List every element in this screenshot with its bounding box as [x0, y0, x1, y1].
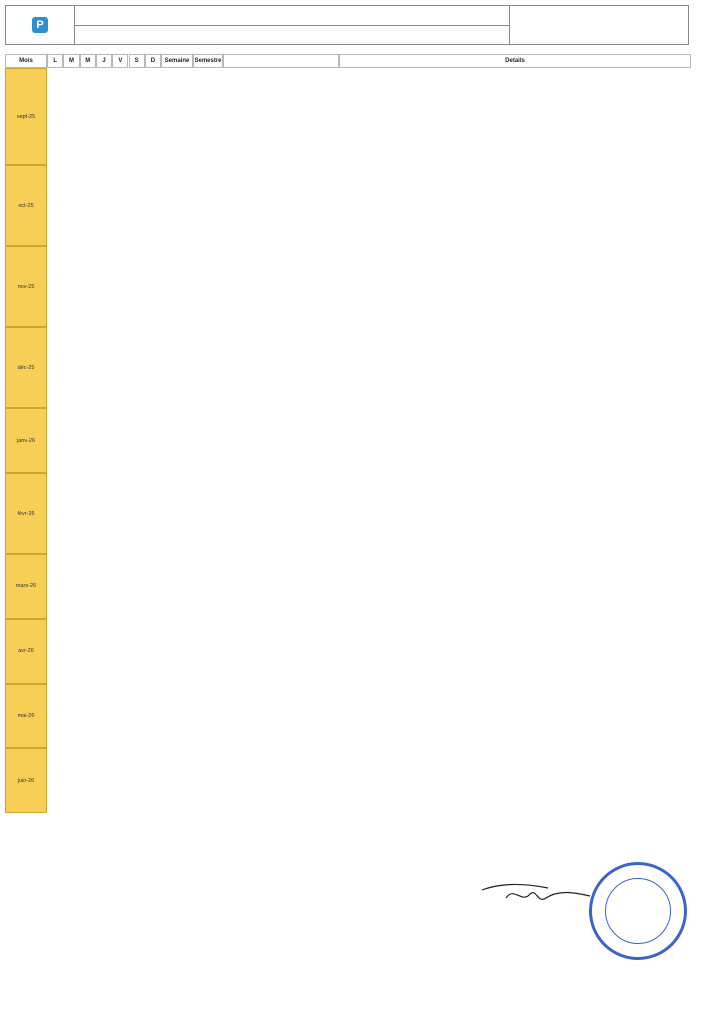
page-subtitle [75, 26, 509, 44]
page-title [75, 6, 509, 26]
column-header-day: M [63, 54, 79, 68]
column-header-details: Details [339, 54, 691, 68]
column-header-semestre: Semestre [193, 54, 223, 68]
column-header-day: V [112, 54, 128, 68]
month-label: févr-26 [5, 473, 47, 554]
signature-icon [478, 878, 598, 918]
month-label: nov-25 [5, 246, 47, 327]
school-stamp [589, 862, 687, 960]
polytech-logo-icon: P [32, 17, 48, 33]
column-header-day: M [80, 54, 96, 68]
column-header-day: J [96, 54, 112, 68]
column-header-day: D [145, 54, 161, 68]
month-label: mars-26 [5, 554, 47, 619]
stamp-center [605, 878, 671, 944]
month-label: juin-26 [5, 748, 47, 813]
column-header-semaine: Semaine [161, 54, 193, 68]
school-logo [5, 5, 75, 45]
column-header-day: S [129, 54, 145, 68]
column-header-mois: Mois [5, 54, 47, 68]
month-label: sept-25 [5, 68, 47, 165]
title-box [75, 5, 509, 45]
month-label: avr-26 [5, 619, 47, 684]
column-header-events [223, 54, 339, 68]
month-label: janv-26 [5, 408, 47, 473]
month-label: mai-26 [5, 684, 47, 749]
month-label: déc-25 [5, 327, 47, 408]
column-header-day: L [47, 54, 63, 68]
document-reference [509, 5, 689, 45]
month-label: oct-25 [5, 165, 47, 246]
